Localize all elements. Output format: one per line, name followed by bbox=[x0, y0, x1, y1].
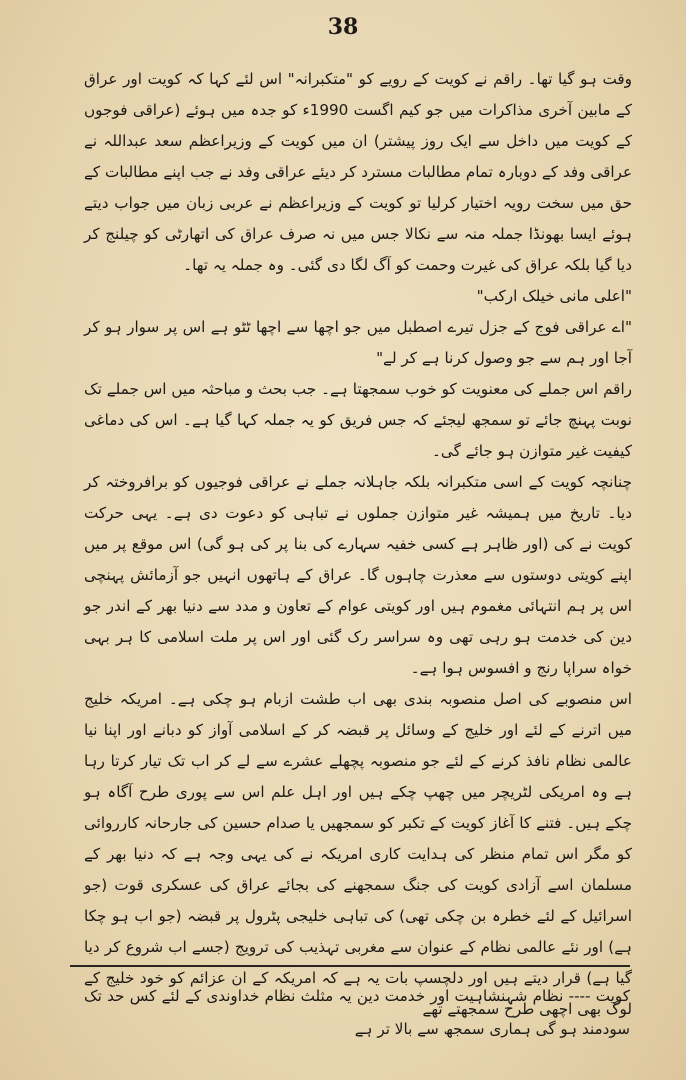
paragraph-4: اس منصوبے کی اصل منصوبہ بندی بھی اب طشت ازبام ہو چکی ہے۔ امریکہ خلیج میں اترنے کے لئے اور خلیج کے وسائل پر قبضہ کر کے اسلامی آواز کو دبانے اور اپنا نیا عالمی نظام نافذ کرنے کے لئے جو منصوبہ پچھلے عشرے سے لے کر اب تک تیار کرتا رہا ہے وہ امریکی لٹریچر میں چھپ چکے ہیں اور اہل علم اس سے پوری طرح آگاہ ہو چکے ہیں۔ فتنے کا آغاز کویت کے تکبر کو سمجھیں یا صدام حسین کی جارحانہ کارروائی کو مگر اس تمام منظر کی ہدایت کاری امریکہ نے کی یہی وجہ ہے کہ دنیا بھر کے مسلمان اسے آزادی کویت کی جنگ سمجھنے کی بجائے عراق کی عسکری قوت (جو اسرائیل کے لئے خطرہ بن چکی تھی) کی تباہی خلیجی پٹرول پر قبضہ (جو اب ہو چکا ہے) اور نئے عالمی نظام کے عنوان سے مغربی تہذیب کی ترویج (جسے اب شروع کر دیا گیا ہے) قرار دیتے ہیں اور دلچسپ بات یہ ہے کہ امریکہ کے ان عزائم کو خود خلیج کے لوگ بھی اچھی طرح سمجھتے تھے bbox=[84, 690, 632, 1018]
page-number: 38 bbox=[327, 14, 359, 40]
paragraph-2: راقم اس جملے کی معنویت کو خوب سمجھتا ہے۔ جب بحث و مباحثہ میں اس جملے تک نوبت پہنچ جائے تو سمجھ لیجئے کہ جس فریق کو یہ جملہ کہا گیا ہے۔ اس کی دماغی کیفیت غیر متوازن ہو جائے گی۔ bbox=[84, 380, 632, 460]
footnote-divider bbox=[70, 965, 630, 967]
paragraph-1: وقت ہو گیا تھا۔ راقم نے کویت کے رویے کو "متکبرانہ" اس لئے کہا کہ کویت اور عراق کے مابین آخری مذاکرات میں جو کیم اگست 1990ء کو جدہ میں ہوئے (عراقی فوجوں کے کویت میں داخل سے ایک روز پیشتر) ان میں کویت کے وزیراعظم سعد عبداللہ نے عراقی وفد کے دوبارہ تمام مطالبات مسترد کر دیئے عراقی وفد نے جب اپنے مطالبات کے حق میں سخت رویہ اختیار کرلیا تو کویت کے وزیراعظم نے عربی زبان میں جواب دیتے ہوئے ایسا بھونڈا جملہ منہ سے نکالا جس میں نہ صرف عراق کی اتھارٹی کو چیلنج کر دیا گیا بلکہ عراق کی غیرت وحمت کو آگ لگا دی گئی۔ وہ جملہ یہ تھا۔ bbox=[84, 70, 633, 274]
footnote: کویت ---- نظام شہنشاہیت اور خدمت دین یہ مثلث نظام خداوندی کے لئے کس حد تک سودمند ہو گی ہماری سمجھ سے بالا تر ہے bbox=[84, 987, 630, 1038]
paragraph-3: چنانچہ کویت کے اسی متکبرانہ بلکہ جاہلانہ جملے نے عراقی فوجیوں کو برافروختہ کر دیا۔ تاریخ میں ہمیشہ غیر متوازن جملوں نے تباہی کو دعوت دی ہے۔ یہی حرکت کویت نے کی (اور ظاہر ہے کسی خفیہ سہارے کی بنا پر کی ہو گی) اس موقع پر میں اپنے کویتی دوستوں سے معذرت چاہوں گا۔ عراق کے ہاتھوں انہیں جو آزمائش پہنچی اس پر ہم انتہائی مغموم ہیں اور کویتی عوام کے تعاون و مدد سے دنیا بھر کے اندر جو دین کی خدمت ہو رہی تھی وہ سراسر رک گئی اور اس پر ملت اسلامی کا ہر بہی خواہ سراپا رنج و افسوس ہوا ہے۔ bbox=[84, 473, 632, 677]
quote-translation: "اے عراقی فوج کے جزل تیرے اصطبل میں جو اچھا سے اچھا ٹٹو ہے اس پر سوار ہو کر آجا اور ہم سے جو وصول کرنا ہے کر لے" bbox=[84, 318, 632, 367]
arabic-quote: "اعلی مانی خیلک ارکب" bbox=[476, 287, 632, 305]
main-text bbox=[84, 64, 632, 1025]
